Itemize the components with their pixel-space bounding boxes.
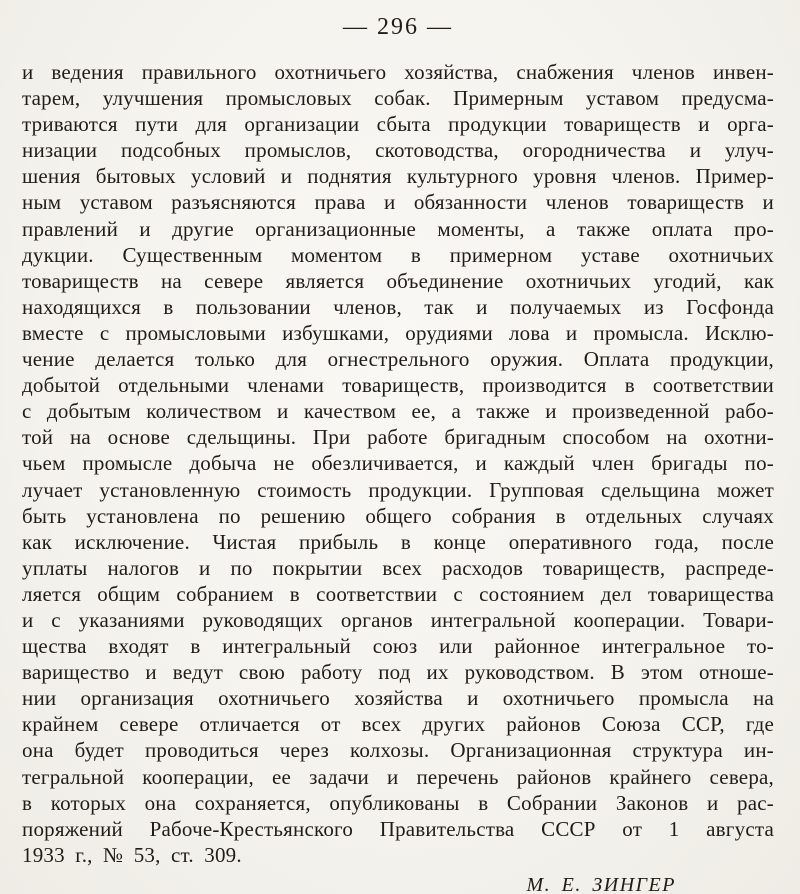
page-number-header: — 296 — [343,14,453,40]
text-line: добытой отдельными членами товариществ, производится в соответствии [22,373,774,398]
text-line: вместе с промысловыми избушками, орудиями лова и промысла. Исклю- [22,320,774,345]
text-line: чение делается только для огнестрельного оружия. Оплата продукции, [22,347,774,372]
text-line: правлений и другие организационные моменты, а также оплата про- [22,216,774,241]
text-line: крайнем севере отличается от всех других районов Союза ССР, где [22,712,774,737]
text-line: триваются пути для организации сбыта продукции товариществ и орга- [22,112,774,137]
text-line: низации подсобных промыслов, скотоводства, огородничества и улуч- [22,138,774,163]
author-signature: М. Е. ЗИНГЕР [526,873,676,894]
text-line: и ведения правильного охотничьего хозяйства, снабжения членов инвен- [22,60,774,84]
text-line: уплаты налогов и по покрытии всех расходов товариществ, распреде- [22,555,774,580]
text-line: и с указаниями руководящих органов интегральной кооперации. Товари- [22,607,774,632]
text-line: той на основе сдельщины. При работе бригадным способом на охотни- [22,425,774,450]
text-line: чьем промысле добыча не обезличивается, и каждый член бригады по- [22,451,774,476]
text-line: шения бытовых условий и поднятия культурного уровня членов. Пример- [22,164,774,189]
text-line: тарем, улучшения промысловых собак. Примерным уставом предусма- [22,86,774,111]
text-line: лучает установленную стоимость продукции. Групповая сдельщина может [22,477,774,502]
body-text-last [22,842,774,868]
text-line: с добытым количеством и качеством ее, а также и произведенной рабо- [22,399,774,424]
text-line: ным уставом разъясняются права и обязанности членов товариществ и [22,190,774,215]
text-line: щества входят в интегральный союз или районное интегральное то- [22,634,774,659]
text-line: нии организация охотничьего хозяйства и охотничьего промысла на [22,686,774,711]
text-line-citation: 1933 г., № 53, ст. 309. [22,842,242,867]
text-line: дукции. Существенным моментом в примерном уставе охотничьих [22,242,774,267]
text-line: находящихся в пользовании членов, так и получаемых из Госфонда [22,294,774,319]
text-line: тегральной кооперации, ее задачи и перечень районов крайнего севера, [22,764,774,789]
text-line: она будет проводиться через колхозы. Организационная структура ин- [22,738,774,763]
text-line: быть установлена по решению общего собрания в отдельных случаях [22,503,774,528]
text-line: варищество и ведут свою работу под их руководством. В этом отноше- [22,660,774,685]
text-line: в которых она сохраняется, опубликованы в Собрании Законов и рас- [22,790,774,815]
text-line: товариществ на севере является объединение охотничьих угодий, как [22,268,774,293]
text-line: как исключение. Чистая прибыль в конце оперативного года, после [22,529,774,554]
text-line: ляется общим собранием в соответствии с состоянием дел товарищества [22,581,774,606]
text-line: поряжений Рабоче-Крестьянского Правительства СССР от 1 августа [22,816,774,841]
body-text [22,59,774,842]
